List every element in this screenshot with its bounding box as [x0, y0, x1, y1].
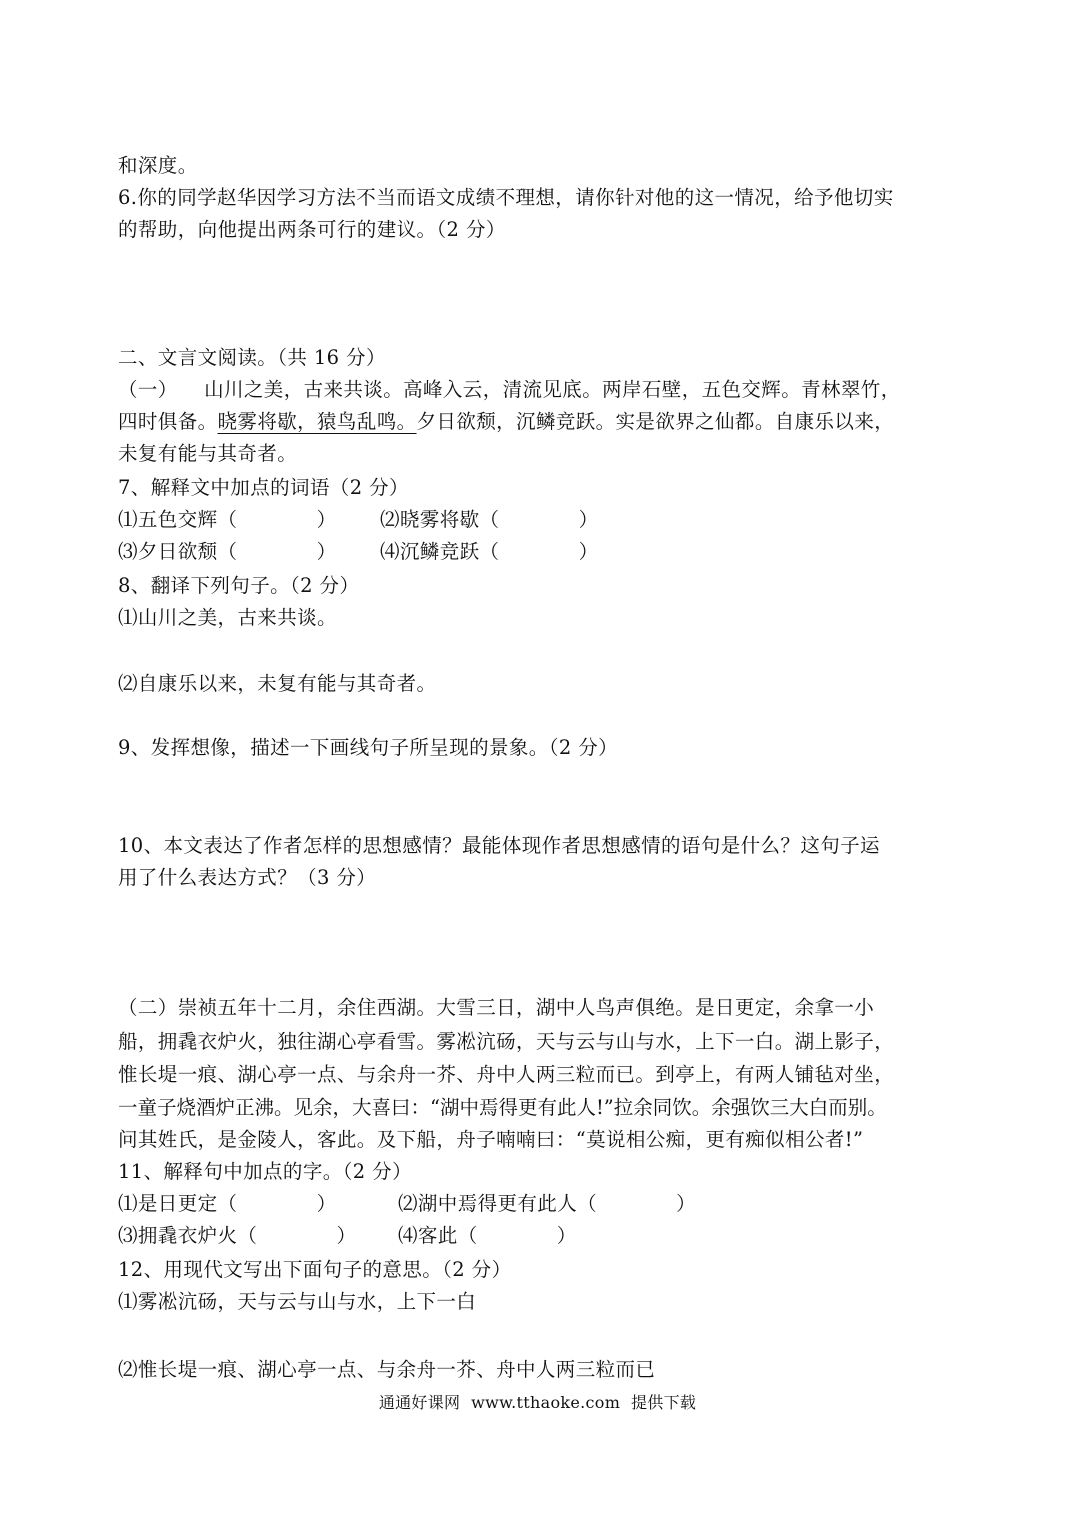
passage-2-line-5: 问其姓氏，是金陵人，客此。及下船，舟子喃喃曰：“莫说相公痴，更有痴似相公者!” — [118, 1128, 864, 1151]
question-6-line-1: 6.你的同学赵华因学习方法不当而语文成绩不理想，请你针对他的这一情况，给予他切实 — [118, 186, 894, 209]
passage-2-line-4: 一童子烧酒炉正沸。见余，大喜曰：“湖中焉得更有此人!”拉余同饮。余强饮三大白而别。 — [118, 1096, 887, 1119]
question-12-item-2: ⑵惟长堤一痕、湖心亭一点、与余舟一芥、舟中人两三粒而已 — [118, 1358, 656, 1381]
question-7-row-2 — [118, 536, 958, 568]
question-8-item-1: ⑴山川之美，古来共谈。 — [118, 606, 337, 629]
continuation-text: 和深度。 — [118, 154, 198, 177]
underlined-sentence: 晓雾将歇，猿鸟乱鸣。 — [217, 410, 417, 433]
question-10-line-2: 用了什么表达方式？（3 分） — [118, 866, 377, 889]
question-11-title: 11、解释句中加点的字。（2 分） — [118, 1160, 412, 1183]
question-10-line-1: 10、本文表达了作者怎样的思想感情？最能体现作者思想感情的语句是什么？这句子运 — [118, 834, 880, 857]
footer-text: 通通好课网 www.tthaoke.com 提供下载 — [378, 1393, 697, 1412]
question-7-item-4: ⑷沉鳞竞跃（ ） — [380, 540, 599, 563]
question-11-item-3: ⑶拥毳衣炉火（ ） — [118, 1224, 357, 1247]
passage-1-line-1: （一） 山川之美，古来共谈。高峰入云，清流见底。两岸石壁，五色交辉。青林翠竹， — [118, 378, 901, 401]
question-7-item-2: ⑵晓雾将歇（ ） — [380, 508, 599, 531]
question-7-item-3: ⑶夕日欲颓（ ） — [118, 540, 337, 563]
passage-2-line-3: 惟长堤一痕、湖心亭一点、与余舟一芥、舟中人两三粒而已。到亭上，有两人铺毡对坐， — [118, 1063, 895, 1086]
passage-1-line-2 — [118, 406, 958, 438]
passage-1-line-2-after: 夕日欲颓，沉鳞竞跃。实是欲界之仙都。自康乐以来， — [416, 410, 895, 433]
question-11-item-1: ⑴是日更定（ ） — [118, 1192, 337, 1215]
question-11-item-4: ⑷客此（ ） — [398, 1224, 577, 1247]
question-12-title: 12、用现代文写出下面句子的意思。（2 分） — [118, 1258, 512, 1281]
question-9-title: 9、发挥想像，描述一下画线句子所呈现的景象。（2 分） — [118, 736, 619, 759]
question-11-item-2: ⑵湖中焉得更有此人（ ） — [398, 1192, 697, 1215]
question-12-item-1: ⑴雾凇沆砀，天与云与山与水，上下一白 — [118, 1290, 477, 1313]
question-7-title: 7、解释文中加点的词语（2 分） — [118, 476, 409, 499]
passage-1-line-2-before: 四时俱备。 — [118, 410, 218, 433]
question-6-line-2: 的帮助，向他提出两条可行的建议。（2 分） — [118, 218, 506, 241]
question-7-item-1: ⑴五色交辉（ ） — [118, 508, 337, 531]
question-7-row-1 — [118, 504, 958, 536]
passage-1-line-3: 未复有能与其奇者。 — [118, 442, 298, 465]
passage-2-line-2: 船，拥毳衣炉火，独往湖心亭看雪。雾凇沆砀，天与云与山与水，上下一白。湖上影子， — [118, 1030, 895, 1053]
passage-2-line-1: （二）崇祯五年十二月，余住西湖。大雪三日，湖中人鸟声俱绝。是日更定，余拿一小 — [118, 996, 875, 1019]
section-2-heading: 二、文言文阅读。（共 16 分） — [118, 346, 386, 369]
question-8-item-2: ⑵自康乐以来，未复有能与其奇者。 — [118, 672, 437, 695]
question-8-title: 8、翻译下列句子。（2 分） — [118, 574, 360, 597]
question-11-row-1 — [118, 1188, 958, 1220]
question-11-row-2 — [118, 1220, 958, 1252]
